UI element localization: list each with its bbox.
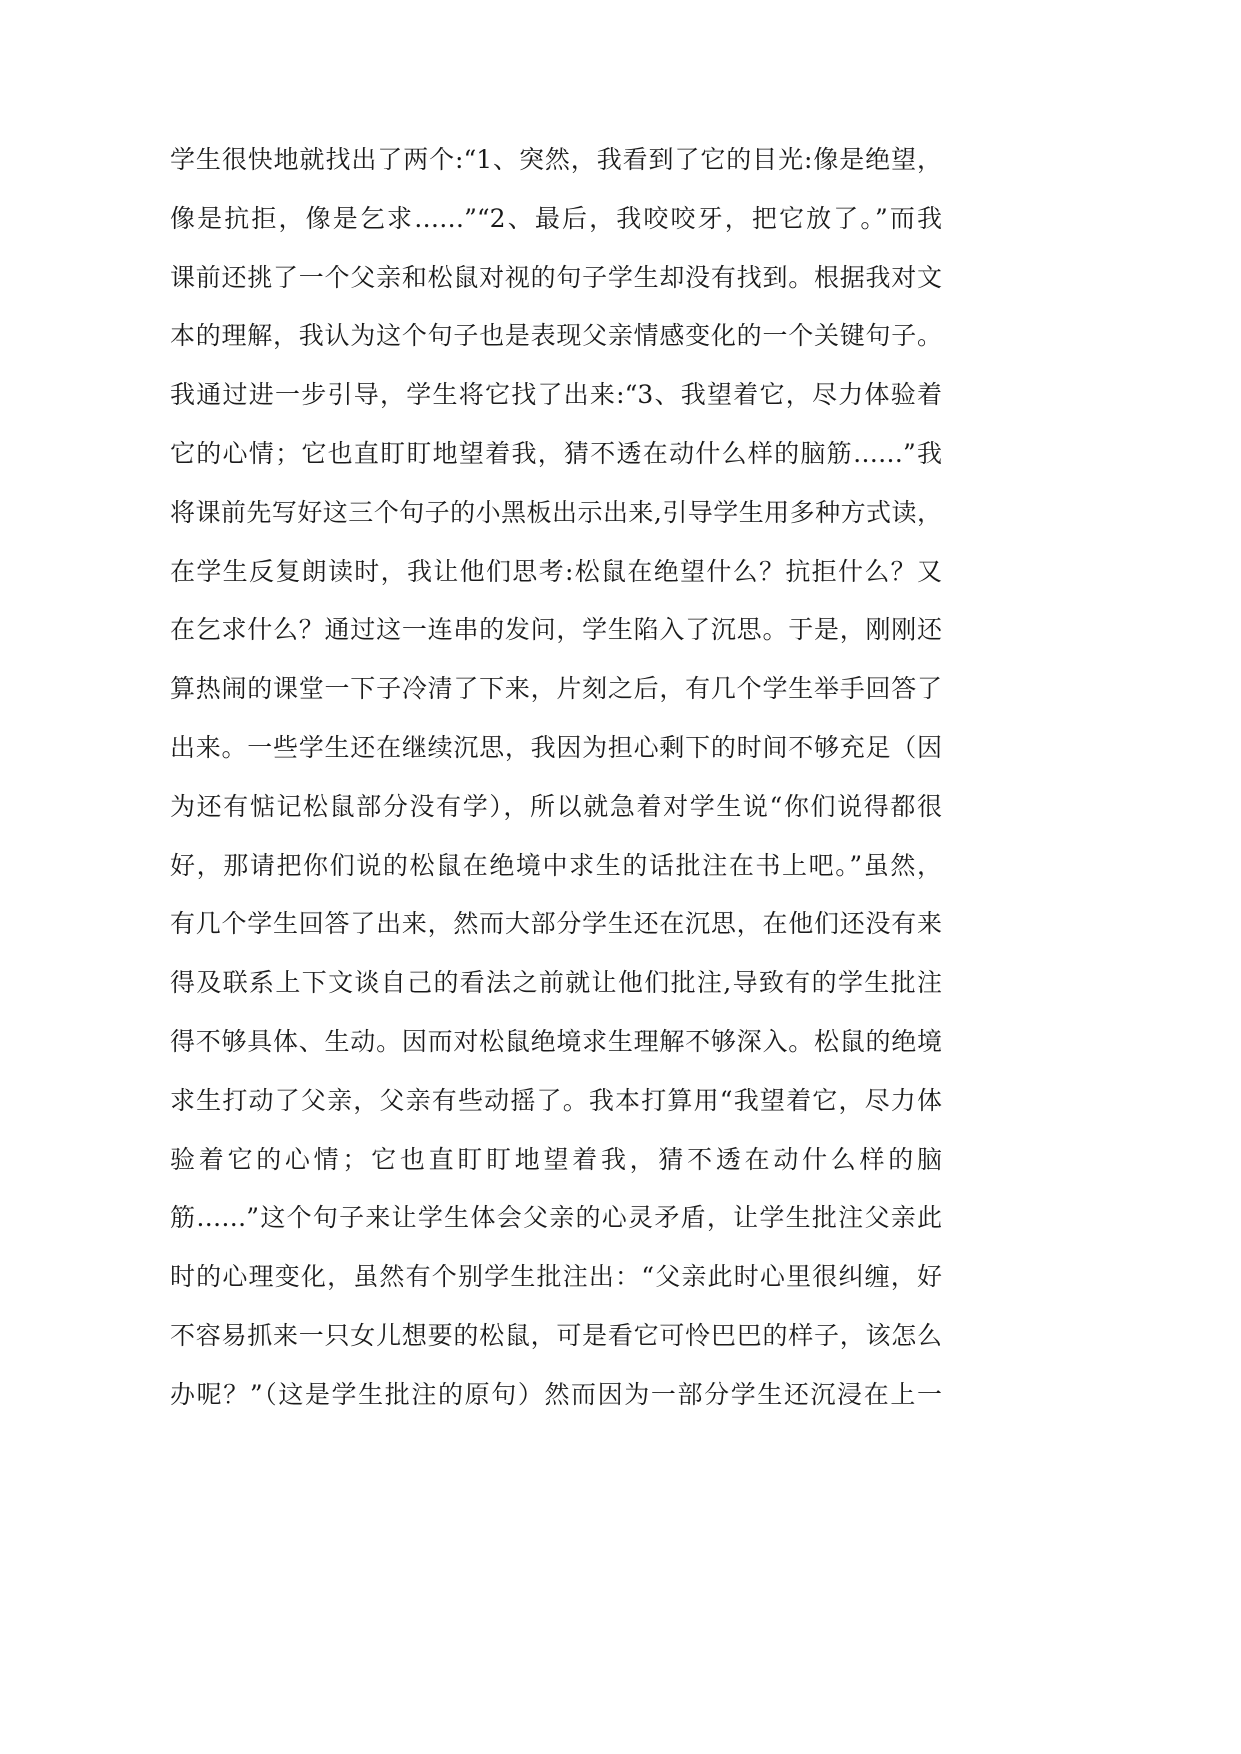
text-line: 办呢？”（这是学生批注的原句）然而因为一部分学生还沉浸在上一 — [170, 1379, 942, 1409]
text-line: 时的心理变化，虽然有个别学生批注出：“父亲此时心里很纠缠，好 — [170, 1262, 942, 1292]
text-line: 求生打动了父亲，父亲有些动摇了。我本打算用“我望着它，尽力体 — [170, 1085, 942, 1115]
text-line: 不容易抓来一只女儿想要的松鼠，可是看它可怜巴巴的样子，该怎么 — [170, 1320, 942, 1350]
text-line: 在学生反复朗读时，我让他们思考:松鼠在绝望什么？抗拒什么？又 — [170, 556, 942, 586]
text-line: 筋……”这个句子来让学生体会父亲的心灵矛盾，让学生批注父亲此 — [170, 1203, 942, 1233]
text-line: 出来。一些学生还在继续沉思，我因为担心剩下的时间不够充足（因 — [170, 732, 942, 762]
text-line: 得及联系上下文谈自己的看法之前就让他们批注,导致有的学生批注 — [170, 968, 942, 998]
text-line: 我通过进一步引导，学生将它找了出来:“3、我望着它，尽力体验着 — [170, 380, 942, 410]
text-line: 好，那请把你们说的松鼠在绝境中求生的话批注在书上吧。”虽然， — [170, 850, 942, 880]
text-line: 像是抗拒，像是乞求……”“2、最后，我咬咬牙，把它放了。”而我 — [170, 203, 942, 233]
text-line: 算热闹的课堂一下子冷清了下来，片刻之后，有几个学生举手回答了 — [170, 674, 942, 704]
text-line: 得不够具体、生动。因而对松鼠绝境求生理解不够深入。松鼠的绝境 — [170, 1026, 942, 1056]
text-line: 验着它的心情；它也直盯盯地望着我，猜不透在动什么样的脑 — [170, 1144, 942, 1174]
text-line: 学生很快地就找出了两个:“1、突然，我看到了它的目光:像是绝望， — [170, 145, 942, 174]
text-line: 将课前先写好这三个句子的小黑板出示出来,引导学生用多种方式读， — [170, 497, 942, 527]
text-line: 在乞求什么？通过这一连串的发问，学生陷入了沉思。于是，刚刚还 — [170, 615, 942, 645]
text-line: 课前还挑了一个父亲和松鼠对视的句子学生却没有找到。根据我对文 — [170, 262, 942, 292]
body-paragraph — [170, 131, 942, 1425]
text-line: 有几个学生回答了出来，然而大部分学生还在沉思，在他们还没有来 — [170, 909, 942, 939]
text-line: 本的理解，我认为这个句子也是表现父亲情感变化的一个关键句子。 — [170, 321, 942, 351]
text-line: 它的心情；它也直盯盯地望着我，猜不透在动什么样的脑筋……”我 — [170, 438, 942, 468]
text-line: 为还有惦记松鼠部分没有学），所以就急着对学生说“你们说得都很 — [170, 791, 942, 821]
